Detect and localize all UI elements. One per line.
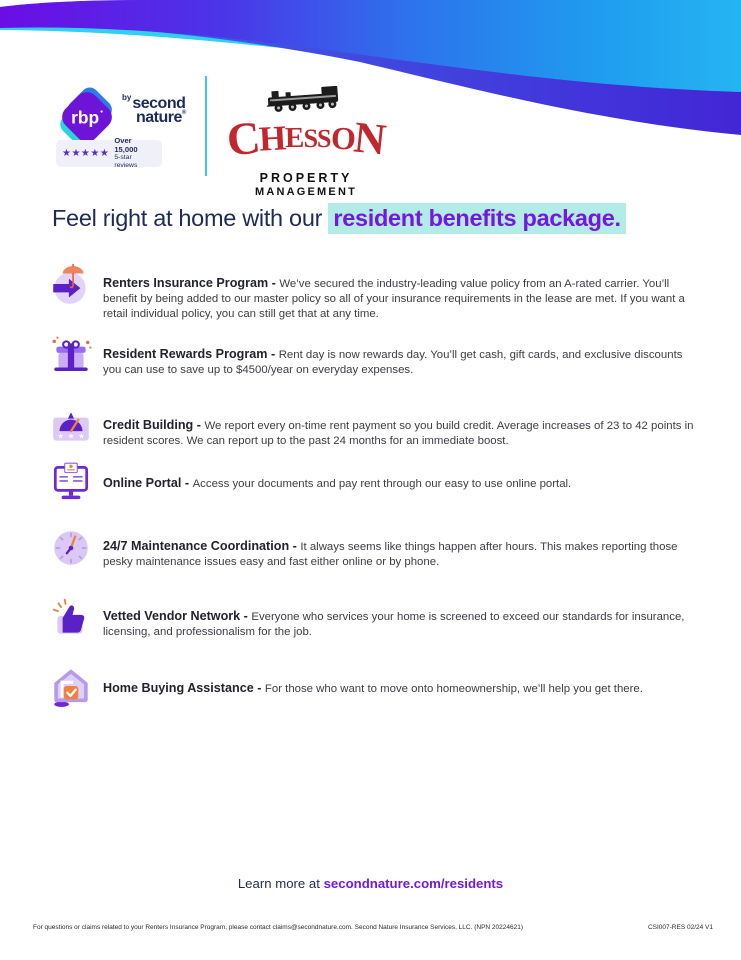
benefit-title: 24/7 Maintenance Coordination xyxy=(103,539,290,554)
reviews-caption: 5-star reviews xyxy=(114,154,138,170)
benefit-title: Renters Insurance Program xyxy=(103,276,269,291)
title-dash: - xyxy=(253,680,265,695)
benefit-description: Rent day is now rewards day. You’ll get cash, gift cards, and exclusive discounts you can use to save up to $4500/year on everyday expenses. xyxy=(103,349,683,376)
title-dash: - xyxy=(181,475,193,490)
svg-text:★: ★ xyxy=(78,431,85,441)
benefit-renters-insurance xyxy=(48,262,696,333)
title-dash: - xyxy=(193,418,205,433)
wave-main xyxy=(0,0,741,92)
title-dash: - xyxy=(289,539,301,554)
page-title xyxy=(52,205,712,232)
benefit-title: Vetted Vendor Network xyxy=(103,609,241,624)
credit-gauge-icon xyxy=(48,404,94,450)
headline-prefix: Feel right at home with our xyxy=(52,205,329,231)
chesson-management-label: MANAGEMENT xyxy=(254,186,358,198)
reviews-badge xyxy=(56,135,162,170)
chesson-logo xyxy=(224,86,388,198)
second-nature-wordmark: $^{by}$second nature® xyxy=(122,93,186,126)
fine-print-row xyxy=(33,924,713,931)
five-stars-icon: ★★★★★ xyxy=(62,148,110,159)
document-code: CSI007-RES 02/24 V1 xyxy=(647,924,713,931)
benefit-home-buying xyxy=(48,664,696,710)
benefit-online-portal xyxy=(48,459,696,505)
benefit-title: Credit Building xyxy=(103,418,194,433)
thumbs-up-icon xyxy=(48,595,94,641)
title-dash: - xyxy=(268,276,280,291)
learn-more-prefix: Learn more at xyxy=(237,876,324,891)
clock-icon xyxy=(48,525,94,571)
umbrella-house-icon xyxy=(48,262,94,308)
learn-more-line xyxy=(0,876,741,891)
svg-text:★: ★ xyxy=(67,431,75,441)
monitor-icon xyxy=(48,459,94,505)
title-dash: - xyxy=(267,347,279,362)
benefit-credit-building xyxy=(48,404,696,460)
house-check-icon xyxy=(48,664,94,710)
benefit-title: Home Buying Assistance xyxy=(103,680,254,695)
gift-icon xyxy=(48,333,94,379)
benefit-vendor-network xyxy=(48,595,696,651)
benefit-description: It always seems like things happen after hours. This makes reporting those pesky maintenance issues easy and fast either online or by phone. xyxy=(103,541,678,568)
benefit-title: Online Portal xyxy=(103,475,182,490)
title-dash: - xyxy=(240,609,252,624)
svg-text:rbp: rbp xyxy=(71,107,100,128)
headline-highlight: resident benefits package. xyxy=(328,203,625,234)
benefit-description: For those who want to move onto homeownership, we’ll help you get there. xyxy=(264,682,643,695)
benefit-description: Access your documents and pay rent through our easy to use online portal. xyxy=(192,477,572,490)
benefit-description: We report every on-time rent payment so you build credit. Average increases of 23 to 42 points in resident scores. We can report up to the past 24 months for an immediate boost. xyxy=(103,420,694,447)
by-label: by xyxy=(122,93,132,102)
insurance-disclaimer: For questions or claims related to your Renters Insurance Program, please contact claims@secondnature.com. Second Nature Insurance Services, LLC. (NPN 20224621) xyxy=(33,924,524,931)
benefit-description: Everyone who services your home is screened to exceed our standards for insurance, licensing, and professionalism for the job. xyxy=(103,611,685,638)
benefit-resident-rewards xyxy=(48,333,696,389)
residents-link[interactable]: secondnature.com/residents xyxy=(323,876,504,891)
registered-mark: ® xyxy=(181,110,186,116)
chesson-wordmark: C H E S S O N xyxy=(224,111,388,166)
benefit-maintenance xyxy=(48,525,696,581)
reviews-count: Over 15,000 xyxy=(114,135,138,154)
benefit-title: Resident Rewards Program xyxy=(103,347,268,362)
rbp-logo xyxy=(56,84,186,139)
logo-divider xyxy=(205,76,207,176)
chesson-property-label: PROPERTY xyxy=(259,171,353,185)
benefit-description: We’ve secured the industry-leading value policy from an A-rated carrier. You’ll benefit by being added to our master policy so all of your insurance requirements in the lease are met. If you want a retail individual policy, you can still get that at any time. xyxy=(103,278,685,320)
svg-text:★: ★ xyxy=(57,431,64,441)
